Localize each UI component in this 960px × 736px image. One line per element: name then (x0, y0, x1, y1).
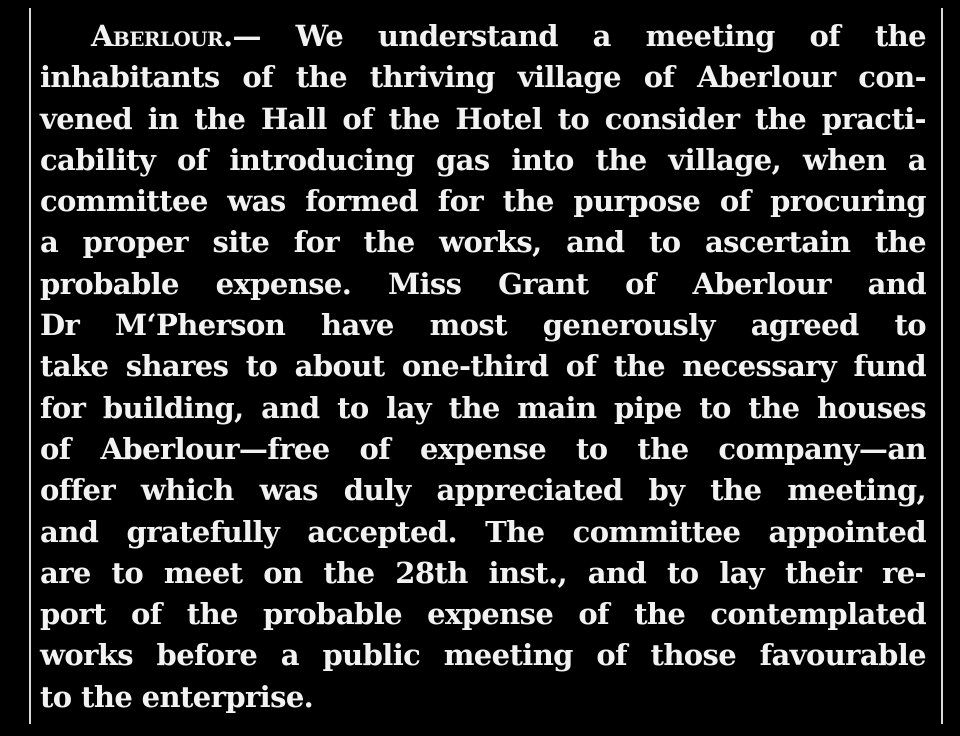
article-line-7: probable expense. Miss Grant of Aberlour and (40, 266, 926, 301)
article-line-8: Dr M‘Pherson have most generously agreed to (40, 308, 926, 343)
right-column-rule (941, 8, 943, 724)
article-line-9: take shares to about one-third of the necessary fund (40, 349, 926, 384)
article-headword: Aberlour. (91, 19, 233, 53)
article-line-10: for building, and to lay the main pipe to the houses (40, 390, 926, 425)
article-line-4: cability of introducing gas into the village, when a (40, 142, 926, 177)
article-line-13: and gratefully accepted. The committee appointed (40, 514, 926, 549)
article-line-1-text: — We understand a meeting of the (232, 19, 926, 53)
left-column-rule (29, 8, 31, 724)
article-paragraph (40, 16, 926, 718)
article-line-5: committee was formed for the purpose of procuring (40, 184, 926, 219)
article-line-17: to the enterprise. (40, 679, 314, 714)
article-line-3: vened in the Hall of the Hotel to consider the practi- (40, 101, 926, 136)
article-line-14: are to meet on the 28th inst., and to lay their re- (40, 555, 926, 590)
article-line-2: inhabitants of the thriving village of Aberlour con- (40, 60, 926, 95)
article-line-16: works before a public meeting of those favourable (40, 638, 926, 673)
article-line-12: offer which was duly appreciated by the meeting, (40, 473, 926, 508)
article-line-6: a proper site for the works, and to ascertain the (40, 225, 926, 260)
article-line-1 (40, 16, 926, 57)
article-line-11: of Aberlour—free of expense to the company—an (40, 431, 926, 466)
article-line-15: port of the probable expense of the contemplated (40, 597, 926, 632)
